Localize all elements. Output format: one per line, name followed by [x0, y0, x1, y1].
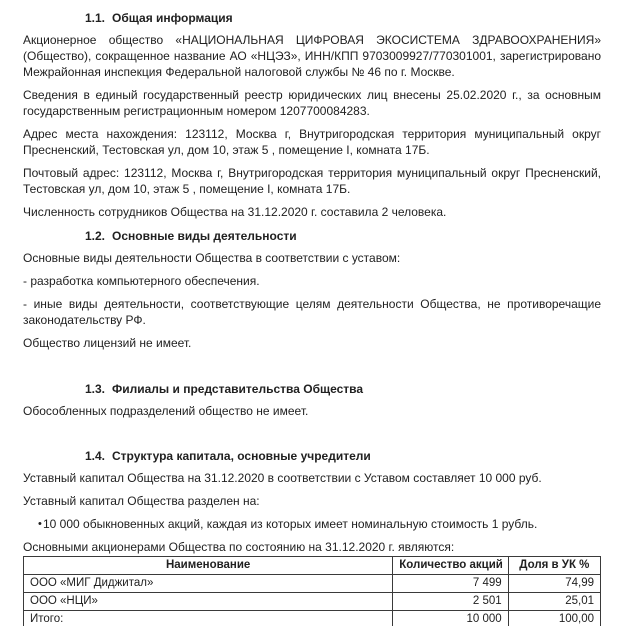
para-capital-divided: Уставный капитал Общества разделен на: — [23, 494, 260, 508]
section-title: Общая информация — [112, 11, 233, 25]
para-legal-address: Адрес места нахождения: 123112, Москва г, Внутригородская территория муниципальный округ Пресненский, Тестовская ул, дом 10, этаж 5 , помещение I, комната 17Б. — [23, 127, 601, 157]
table-row — [24, 593, 601, 611]
para-activities-intro: Основные виды деятельности Общества в соответствии с уставом: — [23, 251, 401, 265]
section-1-4-heading — [85, 448, 601, 464]
shareholder-name: ООО «НЦИ» — [24, 593, 393, 611]
para-no-branches: Обособленных подразделений общество не имеет. — [23, 404, 309, 418]
section-1-1-heading — [85, 10, 601, 26]
section-title: Структура капитала, основные учредители — [112, 449, 371, 463]
shareholder-stake: 25,01 — [508, 593, 600, 611]
total-label: Итого: — [24, 611, 393, 626]
column-header-stake: Доля в УК % — [508, 557, 600, 575]
shareholder-stake: 74,99 — [508, 575, 600, 593]
shareholders-table — [23, 556, 601, 626]
table-header-row — [24, 557, 601, 575]
para-company-full-name: Акционерное общество «НАЦИОНАЛЬНАЯ ЦИФРОВАЯ ЭКОСИСТЕМА ЗДРАВООХРАНЕНИЯ» (Общество), сокращенное название АО «НЦЭЗ», ИНН/КПП 9703009927/770301001, зарегистрировано Межрайонная инспекция Федеральной налоговой службы № 46 по г. Москве. — [23, 33, 601, 79]
section-number: 1.3. — [85, 382, 106, 396]
para-activity-software: - разработка компьютерного обеспечения. — [23, 274, 260, 288]
para-postal-address: Почтовый адрес: 123112, Москва г, Внутригородская территория муниципальный округ Пресненский, Тестовская ул, дом 10, этаж 5 , помещение I, комната 17Б. — [23, 166, 601, 196]
shareholder-name: ООО «МИГ Диджитал» — [24, 575, 393, 593]
bullet-item-shares — [23, 516, 601, 532]
total-stake: 100,00 — [508, 611, 600, 626]
section-number: 1.4. — [85, 449, 106, 463]
section-number: 1.2. — [85, 229, 106, 243]
table-row-total — [24, 611, 601, 626]
table-row — [24, 575, 601, 593]
column-header-shares: Количество акций — [393, 557, 508, 575]
bullet-icon: • — [38, 518, 42, 530]
para-registry-info: Сведения в единый государственный реестр юридических лиц внесены 25.02.2020 г., за основным государственным регистрационным номером 1207700084283. — [23, 88, 601, 118]
section-1-2-heading — [85, 228, 601, 244]
para-shareholders-intro: Основными акционерами Общества по состоянию на 31.12.2020 г. являются: — [23, 540, 455, 554]
shareholder-shares: 7 499 — [393, 575, 508, 593]
section-number: 1.1. — [85, 11, 106, 25]
section-1-3-heading — [85, 381, 601, 397]
para-no-licenses: Общество лицензий не имеет. — [23, 336, 192, 350]
section-title: Филиалы и представительства Общества — [112, 382, 364, 396]
para-headcount: Численность сотрудников Общества на 31.12.2020 г. составила 2 человека. — [23, 205, 447, 219]
bullet-item-text: 10 000 обыкновенных акций, каждая из которых имеет номинальную стоимость 1 рубль. — [43, 517, 538, 531]
shareholder-shares: 2 501 — [393, 593, 508, 611]
para-charter-capital: Уставный капитал Общества на 31.12.2020 в соответствии с Уставом составляет 10 000 руб. — [23, 471, 542, 485]
para-activity-other: - иные виды деятельности, соответствующие целям деятельности Общества, не противоречащие законодательству РФ. — [23, 297, 601, 327]
column-header-name: Наименование — [24, 557, 393, 575]
section-title: Основные виды деятельности — [112, 229, 297, 243]
total-shares: 10 000 — [393, 611, 508, 626]
